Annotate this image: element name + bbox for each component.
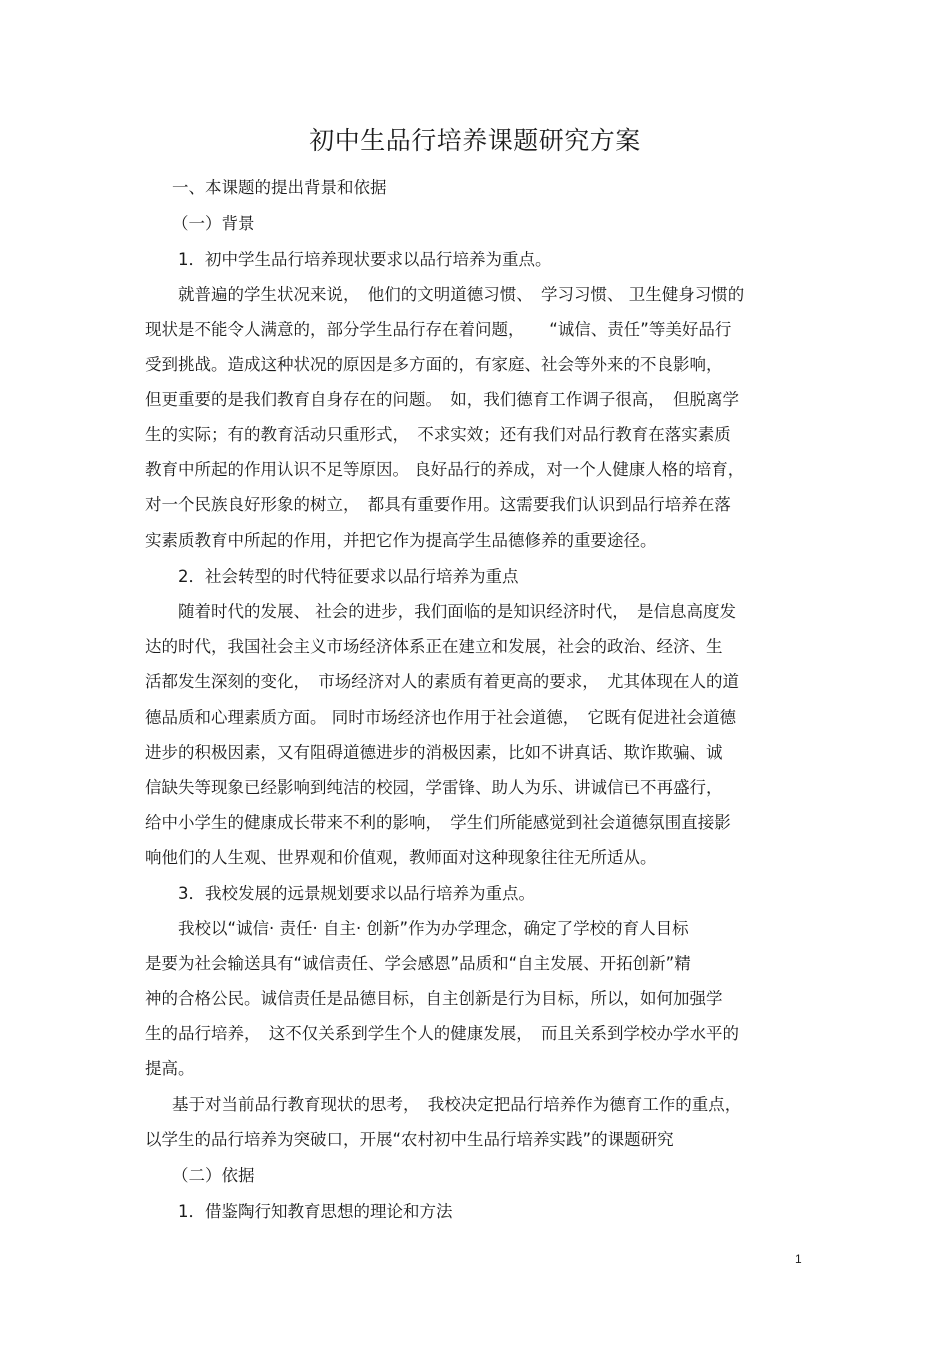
- paragraph-line: 但更重要的是我们教育自身存在的问题。 如，我们德育工作调子很高， 但脱离学: [145, 390, 739, 409]
- section-heading: 一、本课题的提出背景和依据: [172, 178, 387, 197]
- paragraph-line: 以学生的品行培养为突破口，开展“农村初中生品行培养实践”的课题研究: [145, 1130, 674, 1149]
- item-heading: 2．社会转型的时代特征要求以品行培养为重点: [178, 567, 519, 586]
- subsection-heading: （二）依据: [172, 1166, 255, 1185]
- paragraph-line: 生的实际；有的教育活动只重形式， 不求实效；还有我们对品行教育在落实素质: [145, 425, 731, 444]
- paragraph-line: 受到挑战。造成这种状况的原因是多方面的，有家庭、社会等外来的不良影响，: [145, 355, 723, 374]
- paragraph-line: 信缺失等现象已经影响到纯洁的校园，学雷锋、助人为乐、讲诚信已不再盛行，: [145, 778, 723, 797]
- paragraph-line: 神的合格公民。诚信责任是品德目标，自主创新是行为目标，所以，如何加强学: [145, 989, 723, 1008]
- paragraph-line: 活都发生深刻的变化， 市场经济对人的素质有着更高的要求， 尤其体现在人的道: [145, 672, 739, 691]
- paragraph-line: 随着时代的发展、 社会的进步，我们面临的是知识经济时代， 是信息高度发: [178, 602, 736, 621]
- item-heading: 3．我校发展的远景规划要求以品行培养为重点。: [178, 884, 535, 903]
- paragraph-line: 现状是不能令人满意的，部分学生品行存在着问题， “诚信、责任”等美好品行: [145, 320, 732, 339]
- paragraph-line: 给中小学生的健康成长带来不利的影响， 学生们所能感觉到社会道德氛围直接影: [145, 813, 731, 832]
- paragraph-line: 德品质和心理素质方面。 同时市场经济也作用于社会道德， 它既有促进社会道德: [145, 708, 736, 727]
- paragraph-line: 响他们的人生观、世界观和价值观，教师面对这种现象往往无所适从。: [145, 848, 657, 867]
- paragraph-line: 就普遍的学生状况来说， 他们的文明道德习惯、 学习习惯、 卫生健身习惯的: [178, 285, 745, 304]
- paragraph-line: 我校以“诚信· 责任· 自主· 创新”作为办学理念，确定了学校的育人目标: [178, 919, 689, 938]
- paragraph-line: 提高。: [145, 1059, 195, 1078]
- paragraph-line: 达的时代，我国社会主义市场经济体系正在建立和发展，社会的政治、经济、生: [145, 637, 723, 656]
- document-title: 初中生品行培养课题研究方案: [309, 126, 641, 155]
- paragraph-line: 教育中所起的作用认识不足等原因。 良好品行的养成，对一个人健康人格的培育，: [145, 460, 745, 479]
- paragraph-line: 基于对当前品行教育现状的思考， 我校决定把品行培养作为德育工作的重点，: [172, 1095, 742, 1114]
- item-heading: 1．初中学生品行培养现状要求以品行培养为重点。: [178, 250, 552, 269]
- paragraph-line: 对一个民族良好形象的树立， 都具有重要作用。这需要我们认识到品行培养在落: [145, 495, 731, 514]
- paragraph-line: 进步的积极因素，又有阻碍道德进步的消极因素，比如不讲真话、欺诈欺骗、诚: [145, 743, 723, 762]
- paragraph-line: 实素质教育中所起的作用，并把它作为提高学生品德修养的重要途径。: [145, 531, 657, 550]
- page-number: 1: [795, 1252, 802, 1266]
- paragraph-line: 生的品行培养， 这不仅关系到学生个人的健康发展， 而且关系到学校办学水平的: [145, 1024, 739, 1043]
- subsection-heading: （一）背景: [172, 214, 255, 233]
- paragraph-line: 是要为社会输送具有“诚信责任、学会感恩”品质和“自主发展、开拓创新”精: [145, 954, 691, 973]
- item-heading: 1．借鉴陶行知教育思想的理论和方法: [178, 1202, 453, 1221]
